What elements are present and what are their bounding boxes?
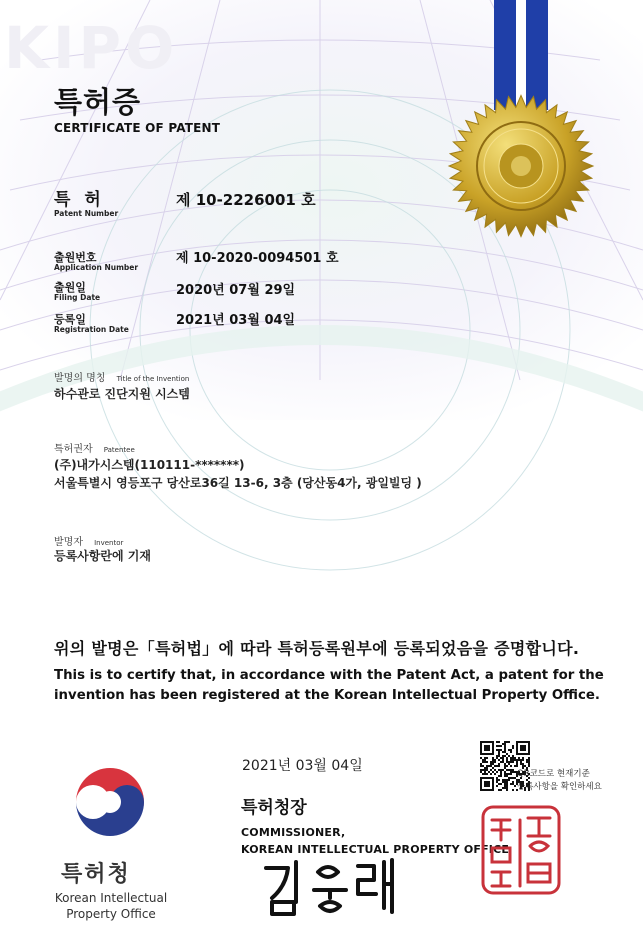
patent-number: 제 10-2226001 호 <box>176 191 316 209</box>
certification-statement-en-1: This is to certify that, in accordance with the Patent Act, a patent for the <box>54 668 604 683</box>
patentee-label: 특허권자 <box>54 444 93 455</box>
invention-label: 발명의 명칭 <box>54 373 106 384</box>
kipo-logo-icon <box>72 764 148 840</box>
commissioner-title-en-1: COMMISSIONER, <box>241 826 346 839</box>
registration-label: 등록일 <box>54 313 86 326</box>
commissioner-title-en-2: KOREAN INTELLECTUAL PROPERTY OFFICE <box>241 843 510 856</box>
patentee-label-en: Patentee <box>103 446 135 454</box>
certification-statement-en-2: invention has been registered at the Korean Intellectual Property Office. <box>54 688 600 703</box>
application-label-en: Application Number <box>54 263 139 272</box>
kipo-name-en-1: Korean Intellectual <box>54 891 168 905</box>
registration-label-en: Registration Date <box>54 325 129 334</box>
filing-date: 2020년 07월 29일 <box>176 283 296 298</box>
invention-label-en: Title of the Invention <box>116 375 190 383</box>
patentee-address: 서울특별시 영등포구 당산로36길 13-6, 3층 (당산동4가, 광일빌딩 ) <box>54 476 422 490</box>
kipo-name-ko: 특허청 <box>61 862 131 887</box>
patentee-name: (주)내가시스템(110111-*******) <box>54 458 245 472</box>
patent-label-en: Patent Number <box>54 209 119 218</box>
inventor-label-en: Inventor <box>94 539 124 547</box>
kipo-watermark: KIPO <box>4 14 179 82</box>
inventor-label: 발명자 <box>54 537 83 548</box>
official-seal-stamp-icon <box>480 804 562 896</box>
application-number: 제 10-2020-0094501 호 <box>176 251 339 266</box>
kipo-name-en-2: Property Office <box>66 907 156 921</box>
patent-label: 특 허 <box>54 190 105 210</box>
filing-label-en: Filing Date <box>54 293 101 302</box>
gold-seal-icon <box>436 92 606 240</box>
filing-label: 출원일 <box>54 281 86 294</box>
patentee-label-row <box>54 437 135 456</box>
certificate-title: 특허증 <box>54 85 142 119</box>
registration-date: 2021년 03월 04일 <box>176 313 296 328</box>
invention-label-row <box>54 366 189 385</box>
certification-statement-ko: 위의 발명은「특허법」에 따라 특허등록원부에 등록되었음을 증명합니다. <box>54 639 580 658</box>
commissioner-title: 특허청장 <box>241 798 307 818</box>
qr-note-1: QR코드로 현재기준 <box>517 769 590 779</box>
issue-date: 2021년 03월 04일 <box>242 758 363 774</box>
application-label: 출원번호 <box>54 251 97 264</box>
qr-note-2: 등록사항을 확인하세요 <box>517 782 602 792</box>
inventor-value: 등록사항란에 기재 <box>54 549 151 563</box>
certificate-title-en: CERTIFICATE OF PATENT <box>54 121 221 135</box>
commissioner-signature <box>258 858 408 918</box>
invention-title: 하수관로 진단지원 시스템 <box>54 387 190 401</box>
